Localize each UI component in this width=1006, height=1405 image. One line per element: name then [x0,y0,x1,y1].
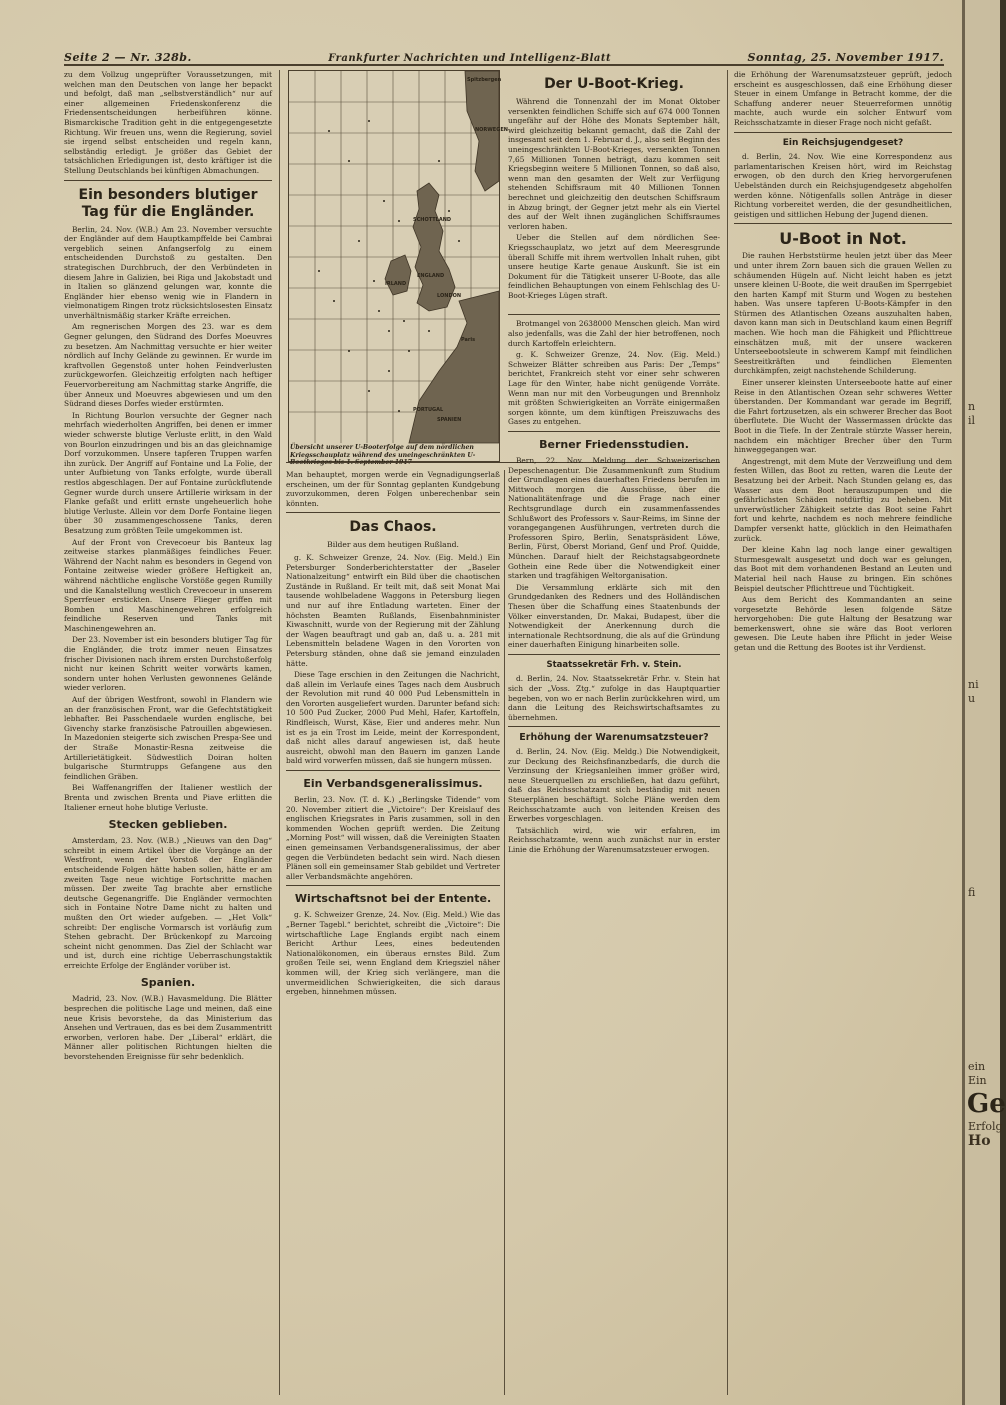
edge-text: n [968,400,976,413]
article-text: Bern, 22. Nov. Meldung der Schweizerischen Depeschenagentur. Die Zusammenkunft zum Studium der Grundlagen eines dauerhaften Friedens berufen im Mittwoch morgen die Ausschüsse, über die Nationalitätenfrage und die Frage nach einer Rechtsgrundlage durch ein zusammenfassendes Schlußwort des Professors v. Saur-Reims, im Sinne der vorangegangenen Ausführungen, vertreten durch die Professoren Spiro, Berlin, Senatspräsident Löwe, Berlin, Fürst, Oberst Moriand, Genf und Prof. Quidde, München. Darauf hielt der Reichstagsabgeordnete Gothein eine Rede über die Notwendigkeit einer starken und tragfähigen Weltorganisation. [508,456,720,581]
article-text: In Richtung Bourlon versuchte der Gegner nach mehrfach wiederholten Angriffen, bei denen er immer wieder schwerste blutige Verluste erlitt, in den Wald von Bourlon einzudringen und bis an das gleichnamige Dorf vorzukommen. Unsere tapferen Truppen warfen ihn zurück. Der Angriff auf Fontaine und La Folie, der unter Aufbietung von Tanks erfolgte, wurde überall restlos abgeschlagen. Der auf Fontaine zurückflutende Gegner wurde durch unsere Artillerie wirksam in der Flanke gefaßt und erlitt ernste ungeheuerlich hohe blutige Verluste. Allein vor dem Dorfe Fontaine liegen über 30 zusammengeschossene Tanks, deren Besatzung zum größten Teile umgekommen ist. [64,410,272,535]
header-masthead: Frankfurter Nachrichten und Intelligenz-Blatt [328,53,612,64]
article-text: Brotmangel von 2638000 Menschen gleich. Man wird also jedenfalls, was die Zahl der hier betroffenen, noch durch Kartoffeln erleichtern. [508,319,720,348]
article-text: Einer unserer kleinsten Unterseeboote hatte auf einer Reise in den Atlantischen Ozean sehr schweres Wetter überstanden. Der Kommandant war gerade im Begriff, die Fahrt fortzusetzen, als ein schwerer Brecher das Boot überflutete. Die Wucht der Wassermassen drückte das Boot in die Tiefe. In der Zentrale stürzte Wasser herein, nachdem ein mächtiger Brecher über den Turm hinweggegangen war. [734,378,952,455]
headline: Das Chaos. [349,519,437,536]
article-text: d. Berlin, 24. Nov. (Eig. Meldg.) Die Notwendigkeit, zur Deckung des Reichsfinanzbedarfs, die durch die Verzinsung der Kriegsanleihen immer größer wird, neue Steuerquellen zu erschließen, hat dazu geführt, daß das Reichsschatzamt sich beständig mit neuen Steuerplänen beschäftigt. Solche Pläne werden dem Reichsschatzamte auch von leitenden Kreisen des Erwerbes vorgeschlagen. [508,747,720,824]
map-label: PORTUGAL [413,407,444,413]
article-text: Während die Tonnenzahl der im Monat Oktober versenkten feindlichen Schiffe sich auf 674 000 Tonnen ungefähr auf der Höhe des Monats September hält, wird gleichzeitig bekannt gemacht, daß die Zahl der insgesamt seit dem 1. Februar d. J., also seit Beginn des uneingeschränkten U-Boot-Krieges, versenkten Tonnen 7,65 Millionen Tonnen beträgt, dazu kommen seit Kriegsbeginn weitere 5 Millionen Tonnen, so daß also, wenn man den gesamten der Welt zur Verfügung stehenden Schiffsraum mit 40 Millionen Tonnen berechnet und gleichzeitig den deutschen Schiffsraum in Abzug bringt, der Gegner jetzt mehr als ein Viertel des auf der Welt ihnen zugänglichen Schiffsraumes verloren haben. [508,97,720,231]
headline: Staatssekretär Frh. v. Stein. [546,659,682,670]
header-page-number: Seite 2 — Nr. 328b. [64,51,192,64]
map-label: Spitzbergen [467,77,502,83]
edge-text: ein [968,1060,986,1073]
headline: Berner Friedensstudien. [539,438,689,451]
divider [508,726,720,727]
article-text: g. K. Schweizer Grenze, 24. Nov. (Eig. Meld.) Wie das „Berner Tagebl.“ berichtet, schreibt die „Victoire“: Die wirtschaftliche Lage Englands ergibt nach einem Bericht Arthur Lees, eines bedeutenden Nationalökonomen, ein überaus ernstes Bild. Zum großen Teile sei, wenn England dem Kriegsziel näher kommen will, der Krieg sich verlängere, man die unvermeidlichen Schwierigkeiten, die sich daraus ergeben, hinnehmen müssen. [286,910,500,997]
u-boat-map [288,70,508,462]
edge-text: Erfolg [968,1120,1003,1133]
article-text: g. K. Schweizer Grenze, 24. Nov. (Eig. Meld.) Schweizer Blätter schreiben aus Paris: Der „Temps“ berichtet, Frankreich steht vor einer sehr schweren Lage für den Winter, habe nicht genügende Vorräte. Wenn man nur mit den Vorbeugungen und Brennholz mit größten Schwierigkeiten an Vorräte einigermaßen sorgen könnte, um dem künftigen Preiszuwachs des Gases zu entgehen. [508,350,720,427]
divider [286,885,500,886]
map-ireland [385,255,411,295]
header-date: Sonntag, 25. November 1917. [747,51,944,64]
column-rule [727,70,728,1395]
adjacent-page-edge [962,0,1006,1405]
subheadline: Bilder aus dem heutigen Rußland. [327,540,459,550]
edge-text: fi [968,886,976,899]
article-text: Berlin, 24. Nov. (W.B.) Am 23. November versuchte der Engländer auf dem Hauptkampffelde bei Cambrai vergeblich seinen Anfangserfolg zu einem entscheidenden Durchstoß zu gestalten. Den strategischen Durchbruch, der den Verbündeten in diesem Jahre in Galizien, bei Riga und Jakobstadt und in Italien so glänzend gelungen war, konnte die Engländer hier ebenso wenig wie in Flandern in vielmonatigem Ringen trotz rücksichtslosesten Einsatz unverhältnismäßig starker Kräfte erreichen. [64,224,272,320]
article-text: Berlin, 23. Nov. (T. d. K.) „Berlingske Tidende“ vom 20. November zitiert die „Victoire“: Der Kreislauf des englischen Kriegsrates in Paris zusammen, soll in den kommenden Wochen geprüft werden. Die Zeitung „Morning Post“ will wissen, daß die Vereinigten Staaten einen gemeinsamen Verbandsgeneralissimus, der aber gegen die Verbündeten bedacht sein wird. Nach diesen Plänen soll ein gemeinsamer Stab gebildet und Vertreter aller Verbandsmächte angehören. [286,795,500,881]
headline: Stecken geblieben. [108,818,228,832]
column-1 [64,70,272,1395]
edge-text: Ge [967,1089,1006,1119]
article-text: Angestrengt, mit dem Mute der Verzweiflung und dem festen Willen, das Boot zu retten, waren die Leute der Besatzung bei der Arbeit. Nach Stunden gelang es, das Wasser aus dem Boot herauszupumpen und die gefährlichsten Schäden notdürftig zu beheben. Mit unverwüstlicher Zähigkeit setzte das Boot seine Fahrt fort und kehrte, nachdem es noch mehrere feindliche Dampfer versenkt hatte, glücklich in den Heimathafen zurück. [734,456,952,543]
headline: Wirtschaftsnot bei der Entente. [294,892,492,906]
article-text: d. Berlin, 24. Nov. Staatssekretär Frhr. v. Stein hat sich der „Voss. Ztg.“ zufolge in das Hauptquartier begeben, von wo er nach Berlin zurückkehren wird, um dann die Leitung des Reichswirtschaftsamtes zu übernehmen. [508,674,720,722]
article-text: Die rauhen Herbststürme heulen jetzt über das Meer und unter ihrem Zorn bauen sich die grauen Wellen zu schäumenden Hügeln auf. Nicht leicht haben es jetzt unsere kleinen U-Boote, die weit draußen im Sperrgebiet den harten Kampf mit Sturm und Wogen zu bestehen haben. Was unsere tapferen U-Boots-Kämpfer in den Stürmen des Atlantischen Ozeans auszuhalten haben, davon kann man sich in Deutschland kaum einen Begriff machen. Wie hoch man die Fähigkeit und Pflichttreue einschätzen muß, mit der unsere wackeren Unterseebootsleute in schwerem Kampf mit feindlichen Seestreitkräften und feindlichen Elementen durchkämpfen, zeigt nachstehende Schilderung. [734,251,952,376]
article-text: Diese Tage erschien in den Zeitungen die Nachricht, daß allein im Verlaufe eines Tages nach dem Ausbruch der Revolution mit rund 40 000 Pud Lebensmitteln in den Vororten ausgeliefert wurden. Darunter befand sich: 10 500 Pud Zucker, 2000 Pud Mehl, Hafer, Kartoffeln, Rindfleisch, Wurst, Käse, Eier und anderes mehr. Nun ist es ja ein Trost im Leide, meint der Korrespondent, daß nicht alles darauf angewiesen ist, daß heute ausreicht, obwohl man den Bauern im ganzen Lande bald wird vorwerfen müssen, daß sie hungern müssen. [286,670,500,766]
article-text: Amsterdam, 23. Nov. (W.B.) „Nieuws van den Dag“ schreibt in einem Artikel über die Vorgänge an der Westfront, wenn der Vorstoß der Engländer entscheidende Folgen hätte haben sollen, hätte er am zweiten Tage neue wichtige Fortschritte machen müssen. Der zweite Tag brachte aber ernstliche deutsche Gegenangriffe. Die Engländer vermochten sich in Fontaine Notre Dame nicht zu halten und mußten den Ort wieder aufgeben. — „Het Volk“ schreibt: Der englische Vormarsch ist vorläufig zum Stehen gebracht. Der Brückenkopf zu Marcoing scheint nicht genommen. Das Ziel der Schlacht war und ist, durch eine richtige Ueberraschungstaktik erreichte Erfolge der Engländer vorüber ist. [64,836,272,970]
divider [286,770,500,771]
map-label: SCHOTTLAND [413,217,452,223]
map-label: IRLAND [385,281,407,287]
article-text: Der 23. November ist ein besonders blutiger Tag für die Engländer, die trotz immer neuen Einsatzes frischer Divisionen nach ihrem ersten Durchstoßerfolg nicht nur keinen Schritt weiter vorwärts kamen, sondern unter hohen Verlusten gewonnenes Gelände wieder verloren. [64,635,272,693]
article-text: Madrid, 23. Nov. (W.B.) Havasmeldung. Die Blätter besprechen die politische Lage und meinen, daß eine neue Krisis bevorstehe, da das Ministerium das Ansehen und Vertrauen, das es bei dem Zusammentritt erworben, verloren habe. Der „Liberal“ erklärt, die Männer aller politischen Richtungen hielten die bevorstehenden Ereignisse für sehr bedenklich. [64,994,272,1062]
column-2 [286,470,500,1395]
map-label: LONDON [437,293,462,299]
map-label: ENGLAND [417,273,445,279]
article-text: Am regnerischen Morgen des 23. war es dem Gegner gelungen, den Südrand des Dorfes Moeuvres zu besetzen. Am Nachmittag versuchte er hier weiter nördlich auf Inchy Gelände zu gewinnen. Er wurde im kraftvollen Gegenstoß unter hohen Feindverlusten zurückgeworfen. Gleichzeitig erfolgten nach heftiger Feuervorbereitung am Nachmittag starke Angriffe, die über Anneux und Moeuvres abgewiesen und um den Südrand dieses Dorfes wieder erstürmten. [64,322,272,409]
headline: Der U-Boot-Krieg. [544,76,684,92]
article-text: g. K. Schweizer Grenze, 24. Nov. (Eig. Meld.) Ein Petersburger Sonderberichterstatter der „Baseler Nationalzeitung“ entwirft ein Bild über die chaotischen Zustände in Rußland. Er teilt mit, daß seit Monat Mai tausende wohlbeladene Waggons in Petersburg liegen und nur auf ihre Entladung warteten. Einer der höchsten Beamten Rußlands, Eisenbahnminister Kiwaschnitt, wurde von der Regierung mit der Zählung der Wagen beauftragt und gab an, daß u. a. 281 mit Lebensmitteln beladene Wagen in den Vororten von Petersburg ständen, ohne daß sie jemand einzuladen hätte. [286,552,500,668]
map-label: NORWEGEN [475,127,508,133]
headline: Spanien. [140,976,196,990]
divider [734,223,952,224]
article-text: Auf der Front von Crevecoeur bis Banteux lag zeitweise starkes planmäßiges feindliches Feuer. Während der Nacht nahm es besonders in Gegend von Fontaine zeitweise wieder größere Heftigkeit an, während nächtliche englische Vorstöße gegen Rumilly und die Kanalstellung westlich Crevecoeur in unserem Sperrfeuer erstickten. Unsere Flieger griffen mit Bomben und Maschinengewehren erfolgreich feindliche Reserven und Tanks mit Maschinengewehren an. [64,537,272,633]
divider [508,654,720,655]
headline: Ein Verbandsgeneralissimus. [303,777,483,791]
edge-text: ni [968,678,979,691]
headline: Erhöhung der Warenumsatzsteuer? [519,732,709,744]
article-text: Bei Waffenangriffen der Italiener westlich der Brenta und zwischen Brenta und Piave erlitten die Italiener erneut hohe blutige Verluste. [64,783,272,812]
article-text: Man behauptet, morgen werde ein Vegnadigungserlaß erscheinen, um der für Sonntag geplanten Kundgebung zuvorzukommen, deren Folgen unberechenbar sein könnten. [286,470,500,508]
article-text: d. Berlin, 24. Nov. Wie eine Korrespondenz aus parlamentarischen Kreisen hört, wird im Reichstag erwogen, ob den durch den Krieg hervorgerufenen Uebelständen durch ein Reichsjugendgesetz abgeholfen werden könne. Nötigenfalls sollen Anträge in dieser Richtung vorbereitet werden, die der gesundheitlichen, geistigen und sittlichen Hebung der Jugend dienen. [734,152,952,219]
article-text: zu dem Vollzug ungeprüfter Voraussetzungen, mit welchen man den Deutschen von lange her bepackt und befolgt, daß man „selbstverständlich“ nur auf einer allgemeinen Friedenskonferenz die Friedensentscheidungen herbeiführen könne. Bismarckische Tradition geht in die entgegengesetzte Richtung. Wir freuen uns, wenn die Regierung, soviel sie irgend selbst entscheiden und regeln kann, selbständig erledigt. Je größer das Gebiet der tatsächlichen Erledigungen ist, desto kräftiger ist die Stellung Deutschlands bei künftigen Abmachungen. [64,70,272,175]
article-text: Tatsächlich wird, wie wir erfahren, im Reichsschatzamte, wenn auch zunächst nur in erster Linie die Erhöhung der Warenumsatzsteuer erwogen. [508,825,720,854]
column-rule [279,70,280,1395]
article-text: Die Versammlung erklärte sich mit den Grundgedanken des Redners und des Holländischen Thesen über die Schaffung eines Staatenbunds der Völker einverstanden, Dr. Makai, Budapest, über die Notwendigkeit der Anerkennung durch die internationale Rechtsordnung, die als auf die Gründung einer dauerhaften Einigung hinarbeiten solle. [508,582,720,650]
headline: U-Boot in Not. [779,229,907,249]
article-text: Aus dem Bericht des Kommandanten an seine vorgesetzte Behörde lesen folgende Sätze hervorgehoben: Die gute Haltung der Besatzung war bemerkenswert, ohne sie wäre das Boot verloren gewesen. Die Leute haben ihre Pflicht in jeder Weise getan und die Rettung des Bootes ist ihr Verdienst. [734,595,952,653]
divider [508,314,720,315]
page-header [64,44,944,66]
edge-text: Ho [968,1133,991,1149]
headline: Ein besonders blutiger Tag für die Engländer. [78,186,258,220]
article-text: Ueber die Stellen auf dem nördlichen See-Kriegsschauplatz, wo jetzt auf dem Meeresgrunde überall Schiffe mit ihrem wertvollen Inhalt ruhen, gibt unsere heutige Karte genaue Auskunft. Sie ist ein Dokument für die Tätigkeit unserer U-Boote, das alle feindlichen Behauptungen von einem Fehlschlag des U-Boot-Krieges Lügen straft. [508,233,720,300]
article-text: Der kleine Kahn lag noch lange einer gewaltigen Sturmesgewalt ausgesetzt und doch war es gelungen, das Boot mit dem vorhandenen Bestand an Leuten und Material heil nach Hause zu bringen. Ein schönes Beispiel deutscher Pflichttreue und Tüchtigkeit. [734,545,952,593]
map-caption: Übersicht unserer U-Booterfolge auf dem nördlichen Kriegsschauplatz während des uneingeschränkten U-Bootkrieges bis 1. September 1917 [290,444,476,466]
divider [508,431,720,432]
divider [64,180,272,181]
edge-text: Ein [968,1074,987,1087]
divider [734,132,952,133]
column-4 [734,70,952,1395]
article-text: die Erhöhung der Warenumsatzsteuer geprüft, jedoch erscheint es ausgeschlossen, daß eine Erhöhung dieser Steuer in einem Umfange in Betracht komme, der die Schaffung anderer neuer Steuerreformen unnötig machte, auch wurde ein solcher Entwurf vom Reichsschatzamte in dieser Frage noch nicht gefaßt. [734,70,952,127]
map-graphic [289,71,508,443]
divider [286,512,500,513]
edge-text: il [968,414,976,427]
map-label: Paris [461,337,476,343]
column-rule [504,470,505,1395]
edge-text: u [968,692,976,705]
map-label: SPANIEN [437,417,462,423]
article-text: Auf der übrigen Westfront, sowohl in Flandern wie an der französischen Front, war die Gefechtstätigkeit lebhafter. Bei Passchendaele wurden englische, bei Givenchy starke französische Patrouillen abgewiesen. In Mazedonien steigerte sich zwischen Prespa-See und der Straße Monastir-Resna zeitweise die Artillerietätigkeit. Südwestlich Doiran holten bulgarische Sturmtrupps Gefangene aus den feindlichen Gräben. [64,695,272,781]
headline: Ein Reichsjugendgeset? [782,137,904,148]
column-3 [508,70,720,1395]
